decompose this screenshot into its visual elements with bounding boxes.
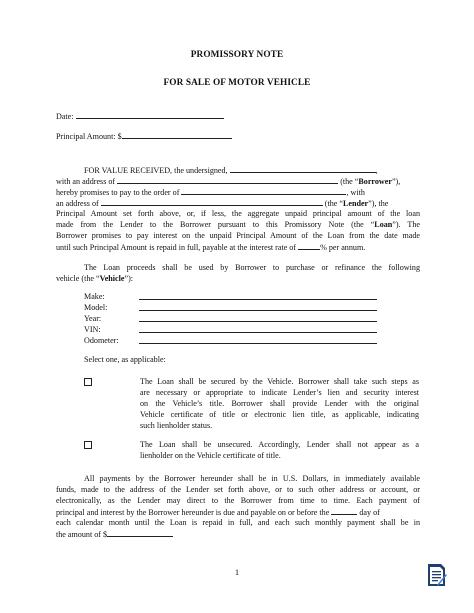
principal-label: Principal Amount: $ bbox=[56, 132, 122, 141]
lender-term: Lender bbox=[342, 199, 369, 208]
p3-line-3: electronically, as the Lender may direct to the Borrower from time to time. Each payment of bbox=[56, 496, 420, 505]
date-label: Date: bbox=[56, 112, 74, 121]
option-unsecured-checkbox[interactable] bbox=[84, 441, 92, 449]
vehicle-field-vin-blank[interactable] bbox=[139, 332, 377, 333]
page-number: 1 bbox=[234, 567, 240, 577]
document-subtitle: FOR SALE OF MOTOR VEHICLE bbox=[163, 78, 311, 88]
vehicle-field-year-blank[interactable] bbox=[139, 321, 377, 322]
p2-line-1: The Loan proceeds shall be used by Borrower to purchase or refinance the following bbox=[84, 263, 420, 272]
vehicle-term: Vehicle bbox=[99, 274, 125, 283]
p1-line-7: Borrower promises to pay interest on the unpaid Principal Amount of the Loan from the date made bbox=[56, 231, 420, 240]
payment-amount-blank[interactable] bbox=[107, 528, 173, 537]
p1-line-5: Principal Amount set forth above, or, if less, the aggregate unpaid principal amount of the loan bbox=[56, 209, 420, 218]
select-label: Select one, as applicable: bbox=[84, 355, 166, 364]
loan-term: Loan bbox=[374, 220, 393, 229]
option-secured-checkbox[interactable] bbox=[84, 378, 92, 386]
p1-line-6: made from the Lender to the Borrower pursuant to this Promissory Note (the “Loan”). The bbox=[56, 220, 420, 229]
date-blank[interactable] bbox=[76, 110, 224, 119]
p1-line-3: hereby promises to pay to the order of , with bbox=[56, 188, 365, 197]
principal-blank[interactable] bbox=[122, 130, 232, 139]
p1-line-4: an address of (the “Lender”), the bbox=[56, 199, 389, 208]
payment-day-blank[interactable] bbox=[331, 506, 357, 515]
lender-name-blank[interactable] bbox=[181, 186, 346, 195]
lender-address-blank[interactable] bbox=[101, 197, 323, 206]
p1-line-2: with an address of (the “Borrower”), bbox=[56, 177, 401, 186]
vehicle-field-year-label: Year: bbox=[84, 314, 102, 323]
vehicle-field-model-label: Model: bbox=[84, 303, 108, 312]
vehicle-field-odometer-blank[interactable] bbox=[139, 343, 377, 344]
p3-line-1: All payments by the Borrower hereunder shall be in U.S. Dollars, in immediately available bbox=[84, 474, 420, 483]
interest-rate-blank[interactable] bbox=[298, 241, 320, 250]
vehicle-field-make-label: Make: bbox=[84, 292, 105, 301]
borrower-term: Borrower bbox=[358, 177, 392, 186]
date-line bbox=[56, 110, 420, 122]
vehicle-field-make-blank[interactable] bbox=[139, 299, 377, 300]
option-secured-text: The Loan shall be secured by the Vehicle. Borrower shall take such steps as are necessary or appropriate to indicate Lender’s lien and security interest on the Vehicle’s title. Borrower shall provide Lender with the original Vehicle certificate of title or electronic lien title, as applicable, indicating such lienholder status. bbox=[140, 377, 419, 430]
p3-line-5: each calendar month until the Loan is repaid in full, and each such monthly payment shall be in bbox=[56, 518, 420, 527]
principal-line bbox=[56, 130, 420, 142]
document-title: PROMISSORY NOTE bbox=[190, 50, 284, 60]
vehicle-field-odometer-label: Odometer: bbox=[84, 336, 119, 345]
p3-line-4: principal and interest by the Borrower hereunder is due and payable on or before the day of bbox=[56, 508, 380, 517]
option-unsecured-text: The Loan shall be unsecured. Accordingly, Lender shall not appear as a lienholder on the Vehicle certificate of title. bbox=[140, 440, 419, 460]
p3-line-6: the amount of $ bbox=[56, 528, 420, 540]
p1-line-8: until such Principal Amount is repaid in full, payable at the interest rate of % per annum. bbox=[56, 243, 366, 252]
borrower-name-blank[interactable] bbox=[230, 164, 376, 173]
p1-line-1: FOR VALUE RECEIVED, the undersigned, , bbox=[84, 166, 378, 175]
p2-line-2: vehicle (the “Vehicle”): bbox=[56, 274, 134, 283]
vehicle-field-model-blank[interactable] bbox=[139, 310, 377, 311]
p3-line-2: funds, made to the address of the Lender set forth above, or to such other address or account, or bbox=[56, 485, 420, 494]
vehicle-field-vin-label: VIN: bbox=[84, 325, 101, 334]
borrower-address-blank[interactable] bbox=[117, 175, 338, 184]
document-logo-icon bbox=[425, 562, 447, 588]
